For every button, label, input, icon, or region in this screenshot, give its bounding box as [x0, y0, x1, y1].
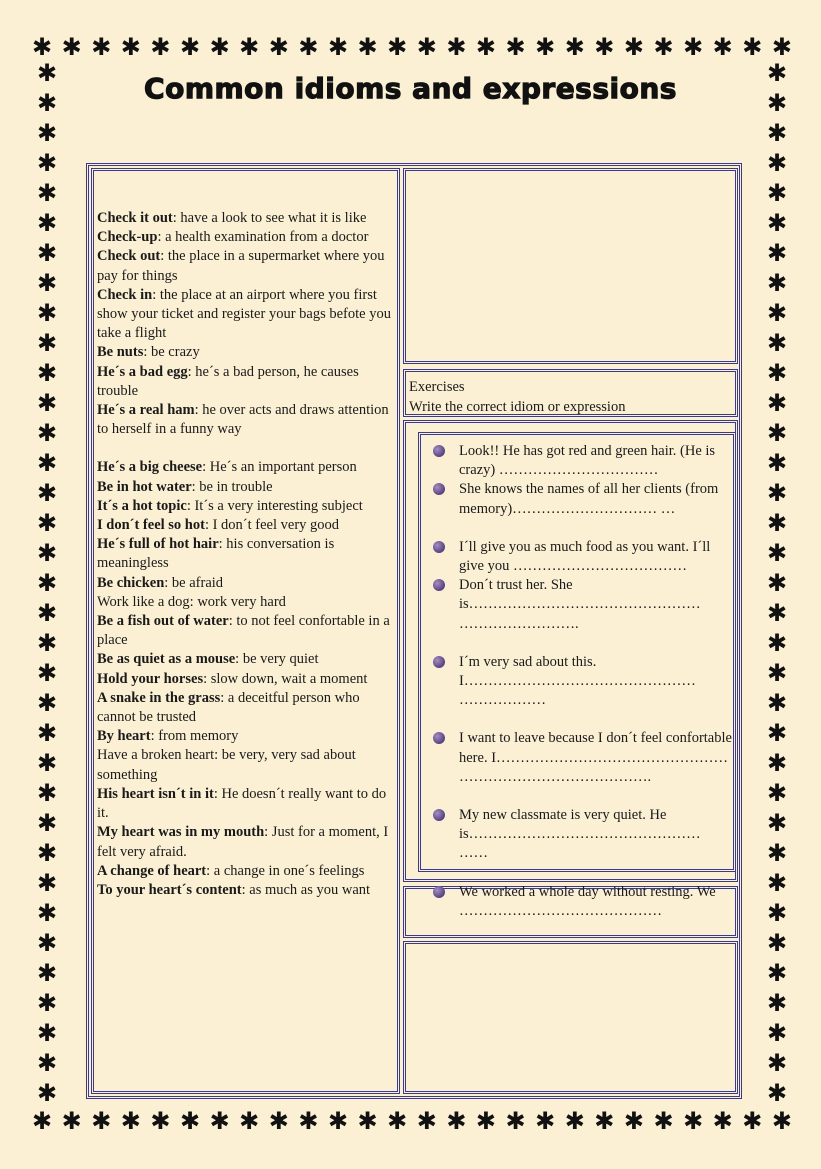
flower-border-icon: ✱: [416, 1109, 437, 1135]
flower-border-icon: ✱: [357, 35, 378, 61]
idiom-definition: : be very quiet: [235, 651, 319, 668]
flower-border-icon: ✱: [298, 1109, 319, 1135]
flower-border-icon: ✱: [36, 151, 58, 177]
flower-border-icon: ✱: [36, 1021, 58, 1047]
flower-border-icon: ✱: [36, 931, 58, 957]
flower-border-icon: ✱: [36, 1081, 58, 1107]
idiom-definition: : he over acts and draws attention to herself in a funny way: [97, 402, 389, 438]
flower-border-icon: ✱: [766, 931, 788, 957]
exercise-text: She knows the names of all her clients (from memory)………………………… …: [459, 481, 719, 517]
exercise-item: [433, 538, 733, 576]
idiom-term: He´s a bad egg: [97, 363, 188, 380]
bullet-icon: [433, 732, 445, 744]
idiom-definition: : I don´t feel very good: [204, 517, 340, 534]
idiom-entry: [97, 247, 397, 285]
idiom-entry: [97, 785, 397, 823]
idiom-definition: : It´s a very interesting subject: [186, 497, 363, 514]
flower-border-icon: ✱: [239, 35, 260, 61]
flower-border-icon: ✱: [535, 1109, 556, 1135]
bullet-icon: [433, 445, 445, 457]
flower-border-icon: ✱: [766, 61, 788, 87]
bullet-icon: [433, 541, 445, 553]
idiom-term: My heart was in my mouth: [97, 824, 265, 841]
idiom-term: Have a broken heart: [97, 747, 215, 764]
flower-border-icon: ✱: [446, 35, 467, 61]
idiom-term: I don´t feel so hot: [97, 517, 205, 534]
page-title: Common idioms and expressions: [144, 72, 677, 105]
decorative-border-left: [32, 62, 62, 1106]
exercise-text: Don´t trust her. She is………………………………………… …………………….: [459, 577, 701, 632]
flower-border-icon: ✱: [36, 751, 58, 777]
flower-border-icon: ✱: [209, 1109, 230, 1135]
flower-border-icon: ✱: [36, 61, 58, 87]
idiom-entry: [97, 516, 397, 535]
right-bottom-box: [403, 941, 738, 1094]
flower-border-icon: ✱: [535, 35, 556, 61]
idiom-entry: [97, 343, 397, 362]
bullet-icon: [433, 483, 445, 495]
flower-border-icon: ✱: [766, 541, 788, 567]
idiom-definition: : be in trouble: [191, 478, 273, 495]
idiom-definition: : be afraid: [164, 574, 224, 591]
flower-border-icon: ✱: [766, 1081, 788, 1107]
exercises-list: [433, 442, 733, 921]
flower-border-icon: ✱: [766, 751, 788, 777]
flower-border-icon: ✱: [32, 35, 53, 61]
flower-border-icon: ✱: [594, 35, 615, 61]
idiom-entry: [97, 746, 397, 784]
flower-border-icon: ✱: [564, 1109, 585, 1135]
flower-border-icon: ✱: [36, 121, 58, 147]
flower-border-icon: ✱: [327, 35, 349, 61]
flower-border-icon: ✱: [766, 121, 788, 147]
flower-border-icon: ✱: [712, 35, 733, 61]
idiom-term: Check out: [97, 248, 161, 265]
idiom-definition: : have a look to see what it is like: [172, 210, 367, 226]
decorative-border-top: [32, 33, 792, 63]
exercise-text: My new classmate is very quiet. He is………………………………………… ……: [459, 807, 701, 862]
flower-border-icon: ✱: [766, 91, 788, 117]
flower-border-icon: ✱: [36, 721, 58, 747]
flower-border-icon: ✱: [505, 35, 526, 61]
idiom-entry: [97, 823, 397, 861]
idiom-entry: [97, 497, 397, 516]
idiom-entry: [97, 535, 397, 573]
idiom-entry: [97, 650, 397, 669]
exercise-text: We worked a whole day without resting. We ……………………………………: [459, 883, 716, 919]
idiom-term: Be as quiet as a mouse: [97, 651, 236, 668]
flower-border-icon: ✱: [766, 511, 788, 537]
flower-border-icon: ✱: [36, 301, 58, 327]
flower-border-icon: ✱: [36, 241, 58, 267]
flower-border-icon: ✱: [36, 691, 58, 717]
idiom-entry: [97, 286, 397, 344]
idiom-definition: : as much as you want: [241, 881, 371, 898]
exercise-item: [433, 576, 733, 634]
idiom-entry: [97, 670, 397, 689]
idiom-definition: : Just for a moment, I felt very afraid.: [97, 824, 389, 860]
idiom-entry: [97, 228, 397, 247]
flower-border-icon: ✱: [594, 1109, 615, 1135]
flower-border-icon: ✱: [766, 631, 788, 657]
flower-border-icon: ✱: [771, 1109, 792, 1135]
flower-border-icon: ✱: [36, 331, 58, 357]
idiom-term: He´s a big cheese: [97, 459, 203, 476]
flower-border-icon: ✱: [36, 361, 58, 387]
flower-border-icon: ✱: [653, 1109, 674, 1135]
flower-border-icon: ✱: [766, 841, 788, 867]
idiom-entry: [97, 881, 397, 900]
flower-border-icon: ✱: [32, 1109, 53, 1135]
bullet-icon: [433, 579, 445, 591]
idiom-definition: : be crazy: [143, 344, 200, 361]
idiom-entry: [97, 209, 397, 228]
idiom-definition: : a deceitful person who cannot be trusted: [97, 689, 360, 726]
exercise-item: [433, 883, 733, 921]
idiom-term: Work like a dog: [97, 593, 190, 610]
flower-border-icon: ✱: [36, 811, 58, 837]
flower-border-icon: ✱: [766, 241, 788, 267]
flower-border-icon: ✱: [623, 35, 644, 61]
flower-border-icon: ✱: [179, 1109, 201, 1135]
flower-border-icon: ✱: [61, 1109, 82, 1135]
right-top-box: [403, 168, 738, 364]
idiom-entry: [97, 862, 397, 881]
flower-border-icon: ✱: [766, 691, 788, 717]
flower-border-icon: ✱: [766, 451, 788, 477]
flower-border-icon: ✱: [239, 1109, 260, 1135]
exercise-item: [433, 442, 733, 480]
flower-border-icon: ✱: [683, 1109, 704, 1135]
flower-border-icon: ✱: [766, 391, 788, 417]
flower-border-icon: ✱: [475, 1109, 497, 1135]
idiom-term: Be a fish out of water: [97, 613, 229, 630]
flower-border-icon: ✱: [91, 35, 112, 61]
flower-border-icon: ✱: [766, 481, 788, 507]
flower-border-icon: ✱: [150, 35, 171, 61]
flower-border-icon: ✱: [36, 391, 58, 417]
idiom-definition: : the place in a supermarket where you pay for things: [97, 248, 385, 284]
flower-border-icon: ✱: [36, 451, 58, 477]
idiom-definition: : from memory: [150, 728, 239, 745]
flower-border-icon: ✱: [36, 631, 58, 657]
flower-border-icon: ✱: [36, 661, 58, 687]
idiom-entry: [97, 727, 397, 746]
bullet-icon: [433, 886, 445, 898]
flower-border-icon: ✱: [505, 1109, 526, 1135]
exercise-item: [433, 480, 733, 518]
idiom-entry: [97, 593, 397, 612]
idiom-definition: : be very, very sad about something: [97, 747, 356, 783]
bullet-icon: [433, 809, 445, 821]
flower-border-icon: ✱: [742, 1109, 763, 1135]
flower-border-icon: ✱: [564, 35, 585, 61]
idiom-entry: [97, 689, 397, 727]
flower-border-icon: ✱: [36, 541, 58, 567]
flower-border-icon: ✱: [766, 721, 788, 747]
flower-border-icon: ✱: [766, 991, 788, 1017]
flower-border-icon: ✱: [766, 601, 788, 627]
flower-border-icon: ✱: [36, 961, 58, 987]
idiom-term: Check in: [97, 286, 153, 303]
flower-border-icon: ✱: [766, 421, 788, 447]
idiom-definition: : He´s an important person: [202, 459, 357, 476]
exercise-item: [433, 653, 733, 711]
flower-border-icon: ✱: [683, 35, 704, 61]
decorative-border-bottom: [32, 1107, 792, 1137]
idiom-definition: : work very hard: [189, 593, 286, 610]
flower-border-icon: ✱: [36, 481, 58, 507]
exercise-item: [433, 729, 733, 787]
exercise-item: [433, 806, 733, 864]
exercise-text: Look!! He has got red and green hair. (He is crazy) ……………………………: [459, 443, 716, 479]
idiom-term: Check it out: [97, 210, 173, 226]
idiom-definition: : a change in one´s feelings: [206, 862, 365, 879]
flower-border-icon: ✱: [268, 35, 289, 61]
idiom-term: Check-up: [97, 229, 158, 246]
idiom-term: Be nuts: [97, 344, 144, 361]
idiom-term: Be chicken: [97, 574, 165, 591]
idiom-term: He´s full of hot hair: [97, 536, 219, 553]
idiom-entry: [97, 574, 397, 593]
exercises-header: [409, 377, 734, 417]
flower-border-icon: ✱: [357, 1109, 378, 1135]
flower-border-icon: ✱: [766, 661, 788, 687]
flower-border-icon: ✱: [771, 35, 792, 61]
exercise-text: I want to leave because I don´t feel confortable here. I………………………………………… ………………………………….: [459, 730, 732, 785]
flower-border-icon: ✱: [766, 781, 788, 807]
flower-border-icon: ✱: [36, 871, 58, 897]
exercises-instruction: Write the correct idiom or expression: [409, 399, 626, 415]
bullet-icon: [433, 656, 445, 668]
idiom-entry: [97, 612, 397, 650]
idiom-entry: [97, 478, 397, 497]
flower-border-icon: ✱: [268, 1109, 289, 1135]
idiom-definition: : a health examination from a doctor: [157, 229, 369, 246]
idiom-entry: [97, 363, 397, 401]
idiom-term: It´s a hot topic: [97, 497, 187, 514]
flower-border-icon: ✱: [623, 1109, 644, 1135]
idiom-term: He´s a real ham: [97, 402, 195, 419]
flower-border-icon: ✱: [61, 35, 82, 61]
flower-border-icon: ✱: [36, 781, 58, 807]
flower-border-icon: ✱: [120, 1109, 141, 1135]
flower-border-icon: ✱: [766, 151, 788, 177]
flower-border-icon: ✱: [766, 961, 788, 987]
flower-border-icon: ✱: [712, 1109, 733, 1135]
idiom-definition: : he´s a bad person, he causes trouble: [97, 363, 359, 399]
flower-border-icon: ✱: [36, 601, 58, 627]
flower-border-icon: ✱: [150, 1109, 171, 1135]
exercises-heading: Exercises: [409, 379, 465, 395]
idiom-definition: : the place at an airport where you first show your ticket and register your bags befote you take a flight: [97, 286, 391, 342]
flower-border-icon: ✱: [766, 301, 788, 327]
flower-border-icon: ✱: [36, 571, 58, 597]
flower-border-icon: ✱: [766, 361, 788, 387]
exercise-text: I´m very sad about this. I………………………………………… ………………: [459, 653, 696, 709]
flower-border-icon: ✱: [766, 811, 788, 837]
flower-border-icon: ✱: [475, 35, 497, 61]
flower-border-icon: ✱: [387, 1109, 408, 1135]
flower-border-icon: ✱: [209, 35, 230, 61]
idiom-term: By heart: [97, 728, 151, 745]
flower-border-icon: ✱: [446, 1109, 467, 1135]
idiom-definition: : his conversation is meaningless: [97, 536, 335, 572]
flower-border-icon: ✱: [766, 901, 788, 927]
idioms-list: [97, 209, 397, 900]
flower-border-icon: ✱: [766, 1021, 788, 1047]
flower-border-icon: ✱: [36, 181, 58, 207]
flower-border-icon: ✱: [36, 841, 58, 867]
flower-border-icon: ✱: [179, 35, 201, 61]
flower-border-icon: ✱: [298, 35, 319, 61]
idiom-term: Be in hot water: [97, 478, 192, 495]
flower-border-icon: ✱: [766, 1051, 788, 1077]
idiom-term: Hold your horses: [97, 670, 204, 687]
flower-border-icon: ✱: [36, 421, 58, 447]
flower-border-icon: ✱: [766, 181, 788, 207]
decorative-border-right: [762, 62, 792, 1106]
flower-border-icon: ✱: [742, 35, 763, 61]
flower-border-icon: ✱: [387, 35, 408, 61]
exercise-text: I´ll give you as much food as you want. I´ll give you ………………………………: [459, 538, 711, 575]
flower-border-icon: ✱: [766, 871, 788, 897]
flower-border-icon: ✱: [327, 1109, 349, 1135]
flower-border-icon: ✱: [36, 271, 58, 297]
flower-border-icon: ✱: [766, 331, 788, 357]
flower-border-icon: ✱: [766, 571, 788, 597]
idiom-term: His heart isn´t in it: [97, 785, 214, 802]
idiom-entry: [97, 401, 397, 439]
flower-border-icon: ✱: [91, 1109, 112, 1135]
idiom-definition: : to not feel confortable in a place: [97, 613, 390, 649]
flower-border-icon: ✱: [36, 1051, 58, 1077]
flower-border-icon: ✱: [416, 35, 437, 61]
flower-border-icon: ✱: [120, 35, 141, 61]
idiom-entry: [97, 458, 397, 477]
idiom-term: To your heart´s content: [97, 881, 242, 898]
idiom-definition: : slow down, wait a moment: [203, 670, 368, 687]
flower-border-icon: ✱: [36, 511, 58, 537]
flower-border-icon: ✱: [653, 35, 674, 61]
flower-border-icon: ✱: [36, 211, 58, 237]
flower-border-icon: ✱: [36, 91, 58, 117]
flower-border-icon: ✱: [36, 991, 58, 1017]
flower-border-icon: ✱: [766, 271, 788, 297]
idiom-definition: : He doesn´t really want to do it.: [97, 785, 387, 822]
idiom-term: A change of heart: [97, 862, 207, 879]
flower-border-icon: ✱: [36, 901, 58, 927]
idiom-term: A snake in the grass: [97, 689, 221, 706]
flower-border-icon: ✱: [766, 211, 788, 237]
